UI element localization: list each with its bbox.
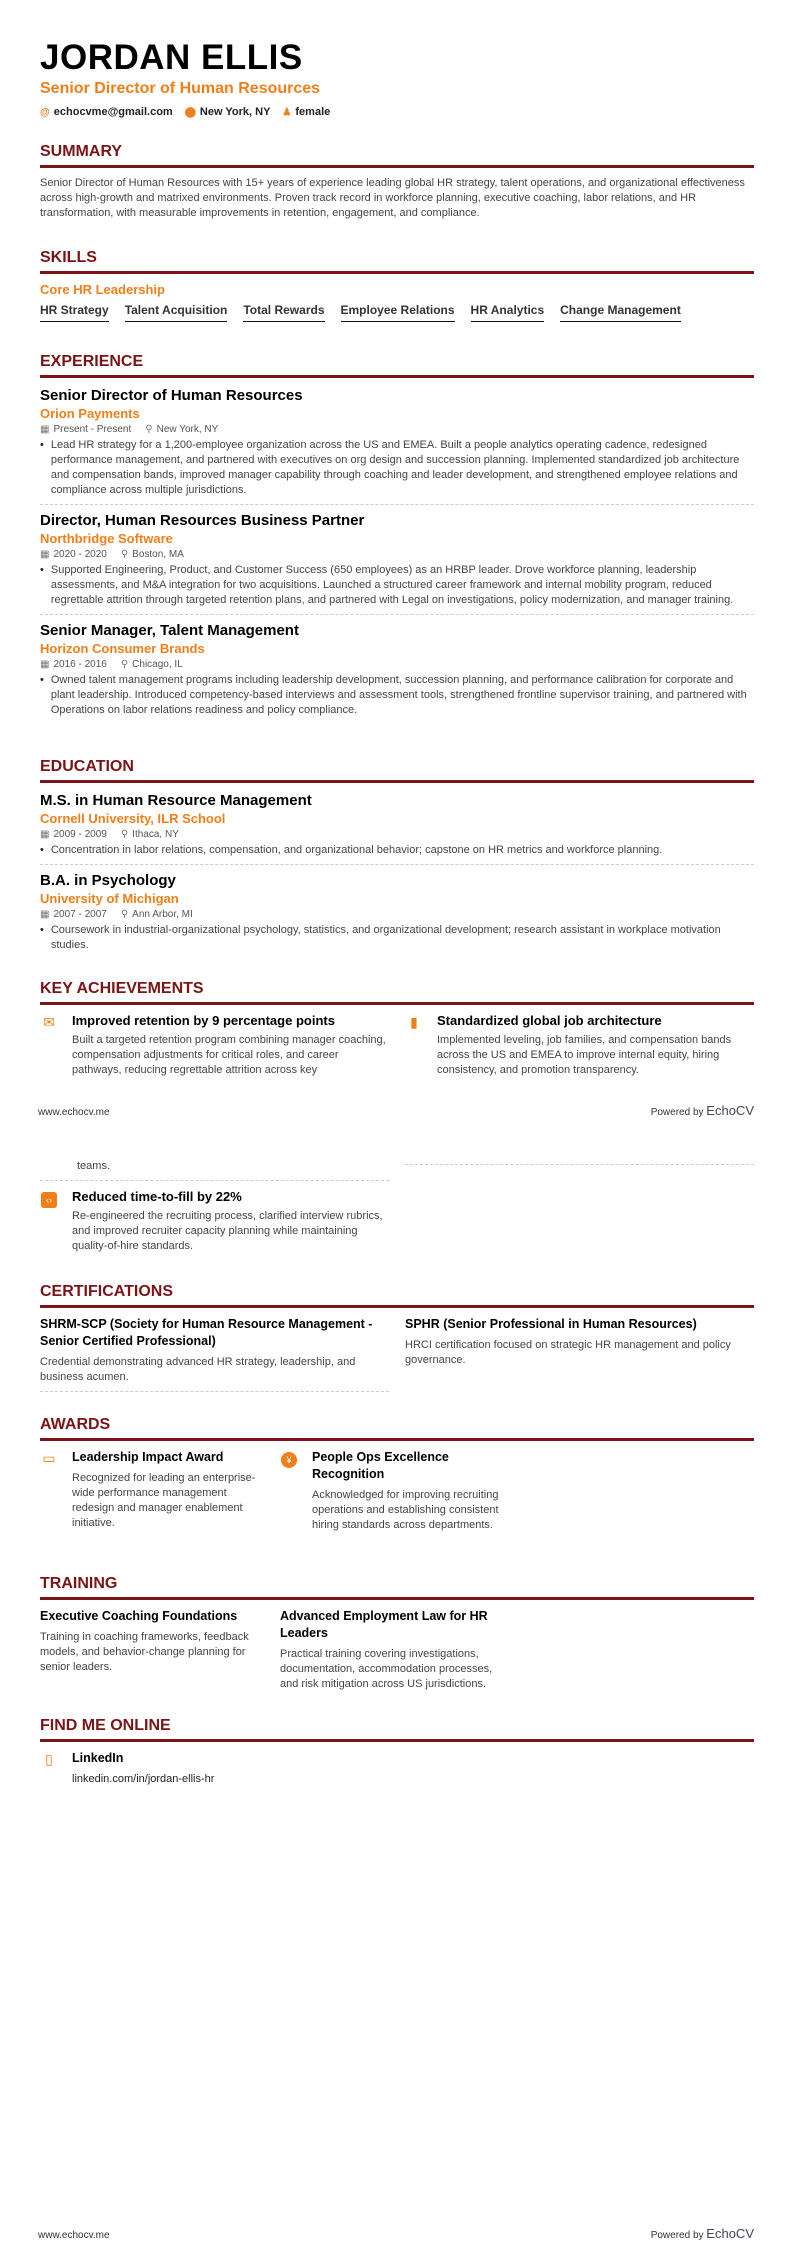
company-name: Northbridge Software <box>40 531 173 546</box>
achievements-section <box>40 980 754 1084</box>
bullet-icon: • <box>40 844 44 856</box>
job-title: Senior Director of Human Resources <box>40 387 303 404</box>
certification-item <box>40 1316 389 1392</box>
experience-entry <box>40 386 754 505</box>
candidate-name: JORDAN ELLIS <box>40 38 303 77</box>
achievement-title: Improved retention by 9 percentage points <box>72 1013 335 1028</box>
mobile-phone-icon: ▯ <box>45 1751 53 1767</box>
job-title: Senior Manager, Talent Management <box>40 622 299 639</box>
education-section <box>40 758 754 965</box>
footer-site-link[interactable]: www.echocv.me <box>38 2230 110 2241</box>
person-icon: ♟ <box>282 107 292 118</box>
location: New York, NY <box>156 424 219 435</box>
skill-tag: Total Rewards <box>243 303 324 322</box>
achievement-item <box>405 1013 754 1084</box>
dates: 2020 - 2020 <box>53 549 107 560</box>
training-item <box>280 1608 510 1692</box>
email-text: echocvme@gmail.com <box>53 106 173 118</box>
location-pin-icon: ⬤ <box>184 107 196 118</box>
award-item <box>40 1449 270 1539</box>
location: Chicago, IL <box>132 659 183 670</box>
page-footer <box>38 1103 754 1118</box>
education-description: Coursework in industrial-organizational psychology, statistics, and organizational development; research assistant in workplace motivation studies. <box>50 924 721 951</box>
skill-tag: Employee Relations <box>341 303 455 322</box>
code-icon: ‹› <box>40 1189 58 1207</box>
contact-email[interactable] <box>40 106 173 118</box>
experience-entry <box>40 511 754 615</box>
powered-by-text: Powered by <box>650 2230 704 2241</box>
award-item <box>280 1449 510 1539</box>
achievements-continued <box>40 1159 754 1260</box>
achievement-description: Re-engineered the recruiting process, clarified interview rubrics, and improved recruiter capacity planning while maintaining quality-of-hire standards. <box>72 1210 383 1252</box>
dates: 2009 - 2009 <box>53 829 107 840</box>
degree: M.S. in Human Resource Management <box>40 792 312 809</box>
training-description: Practical training covering investigations, documentation, accommodation processes, and risk mitigation across US jurisdictions. <box>280 1648 493 1690</box>
education-entry <box>40 871 754 959</box>
footer-site-link[interactable]: www.echocv.me <box>38 1107 110 1118</box>
skills-section <box>40 249 754 322</box>
divider <box>405 1159 754 1165</box>
awards-section <box>40 1416 754 1539</box>
resume-header <box>40 38 754 118</box>
location-pin-icon: ⚲ <box>120 659 129 670</box>
location: Ann Arbor, MI <box>132 909 193 920</box>
section-heading: KEY ACHIEVEMENTS <box>40 980 754 1005</box>
section-heading: SKILLS <box>40 249 754 274</box>
at-icon: @ <box>40 107 50 118</box>
section-heading: AWARDS <box>40 1416 754 1441</box>
candidate-title: Senior Director of Human Resources <box>40 80 321 97</box>
award-description: Acknowledged for improving recruiting operations and establishing consistent hiring standards across departments. <box>312 1489 499 1531</box>
award-title: Leadership Impact Award <box>72 1450 224 1464</box>
powered-by-text: Powered by <box>650 1107 704 1118</box>
online-section <box>40 1717 754 1793</box>
envelope-open-icon: ✉ <box>43 1014 55 1030</box>
summary-text: Senior Director of Human Resources with 15+ years of experience leading global HR strategy, talent operations, and organizational effectiveness across high-growth and matrixed environments. Proven track record in workforce planning, executive coaching, labor relations, and HR transformation, with measurable improvements in retention, engagement, and compliance. <box>40 177 745 219</box>
online-profile-item <box>40 1750 754 1793</box>
section-heading: FIND ME ONLINE <box>40 1717 754 1742</box>
section-heading: SUMMARY <box>40 143 754 168</box>
certification-title: SPHR (Senior Professional in Human Resources) <box>405 1317 697 1331</box>
bullet-icon: • <box>40 924 44 936</box>
education-entry <box>40 791 754 865</box>
location-pin-icon: ⚲ <box>120 549 129 560</box>
location-pin-icon: ⚲ <box>145 424 153 435</box>
calendar-icon: ▦ <box>40 424 50 435</box>
location-pin-icon: ⚲ <box>120 829 129 840</box>
brand-logo[interactable]: EchoCV <box>706 1103 754 1118</box>
school: University of Michigan <box>40 891 179 906</box>
certification-title: SHRM-SCP (Society for Human Resource Management - Senior Certified Professional) <box>40 1317 373 1348</box>
company-name: Orion Payments <box>40 406 140 421</box>
profile-link[interactable]: linkedin.com/in/jordan-ellis-hr <box>72 1773 215 1785</box>
brand-logo[interactable]: EchoCV <box>706 2226 754 2241</box>
calendar-icon: ▦ <box>40 909 50 920</box>
skill-group-title: Core HR Leadership <box>40 282 165 297</box>
job-description: Supported Engineering, Product, and Customer Success (650 employees) as an HRBP leader. Drove workforce planning, leadership assessments, and M&A integration for two acquisitions. Launched a structured career framework and internal mobility program, reduced regrettable attrition through targeted retention plans, and partnered with Legal on investigations, policy modernization, and manager training. <box>50 564 734 606</box>
training-title: Executive Coaching Foundations <box>40 1609 238 1623</box>
dates: 2007 - 2007 <box>53 909 107 920</box>
skill-tag: HR Analytics <box>471 303 545 322</box>
dates: Present - Present <box>53 424 132 435</box>
education-description: Concentration in labor relations, compensation, and organizational behavior; capstone on HR metrics and workforce planning. <box>50 844 663 856</box>
certification-description: Credential demonstrating advanced HR strategy, leadership, and business acumen. <box>40 1356 356 1383</box>
section-heading: EXPERIENCE <box>40 353 754 378</box>
degree: B.A. in Psychology <box>40 872 176 889</box>
location-text: New York, NY <box>199 106 271 118</box>
yen-coin-icon: ¥ <box>280 1449 298 1467</box>
contact-gender <box>282 106 330 118</box>
summary-section <box>40 143 754 221</box>
page-footer <box>38 2226 754 2241</box>
achievement-item <box>40 1189 389 1260</box>
bullet-icon: • <box>40 564 44 576</box>
achievement-description-continued: teams. <box>40 1159 389 1181</box>
company-name: Horizon Consumer Brands <box>40 641 205 656</box>
training-section <box>40 1575 754 1692</box>
calendar-icon: ▦ <box>40 659 50 670</box>
certifications-section <box>40 1283 754 1398</box>
job-description: Lead HR strategy for a 1,200-employee organization across the US and EMEA. Built a people analytics operating cadence, redesigned performance management, and partnered with executives on org design and succession planning. Implemented standardized job architecture and compensation bands, improved manager capability through coaching and leader development, and strengthened employee relations and compliance across multiple jurisdictions. <box>50 439 740 496</box>
certification-item <box>405 1316 754 1398</box>
section-heading: EDUCATION <box>40 758 754 783</box>
contact-location <box>185 106 271 118</box>
chart-file-icon: ▮ <box>410 1014 418 1030</box>
training-title: Advanced Employment Law for HR Leaders <box>280 1609 488 1640</box>
dates: 2016 - 2016 <box>53 659 107 670</box>
section-heading: CERTIFICATIONS <box>40 1283 754 1308</box>
location: Ithaca, NY <box>132 829 179 840</box>
calendar-icon: ▦ <box>40 829 50 840</box>
gender-text: female <box>295 106 331 118</box>
achievement-title: Reduced time-to-fill by 22% <box>72 1189 242 1204</box>
award-title: People Ops Excellence Recognition <box>312 1450 449 1481</box>
achievement-title: Standardized global job architecture <box>437 1013 662 1028</box>
skill-tag: Talent Acquisition <box>125 303 228 322</box>
certification-description: HRCI certification focused on strategic HR management and policy governance. <box>405 1339 731 1366</box>
achievement-description: Built a targeted retention program combining manager coaching, compensation adjustments for critical roles, and career pathways, reducing regrettable attrition across key <box>72 1034 386 1076</box>
bullet-icon: • <box>40 439 44 451</box>
calendar-icon: ▦ <box>40 549 50 560</box>
achievement-description: Implemented leveling, job families, and compensation bands across the US and EMEA to improve internal equity, hiring consistency, and promotion transparency. <box>437 1034 732 1076</box>
training-description: Training in coaching frameworks, feedback models, and behavior-change planning for senior leaders. <box>40 1631 249 1673</box>
school: Cornell University, ILR School <box>40 811 226 826</box>
job-title: Director, Human Resources Business Partner <box>40 512 365 529</box>
experience-entry <box>40 621 754 724</box>
achievement-item <box>40 1013 389 1084</box>
skill-tag: Change Management <box>560 303 681 322</box>
badge-icon: ▭ <box>42 1450 56 1466</box>
section-heading: TRAINING <box>40 1575 754 1600</box>
bullet-icon: • <box>40 674 44 686</box>
award-description: Recognized for leading an enterprise-wide performance management redesign and manager enablement initiative. <box>72 1472 256 1529</box>
experience-section <box>40 353 754 730</box>
profile-label: LinkedIn <box>72 1751 124 1765</box>
location: Boston, MA <box>132 549 184 560</box>
skill-tag: HR Strategy <box>40 303 109 322</box>
training-item <box>40 1608 270 1692</box>
location-pin-icon: ⚲ <box>120 909 129 920</box>
job-description: Owned talent management programs including leadership development, succession planning, and performance calibration for corporate and plant leadership. Introduced competency-based interviews and assessment tools, strengthened frontline supervisor training, and partnered with Operations on labor relations readiness and policy compliance. <box>50 674 747 716</box>
